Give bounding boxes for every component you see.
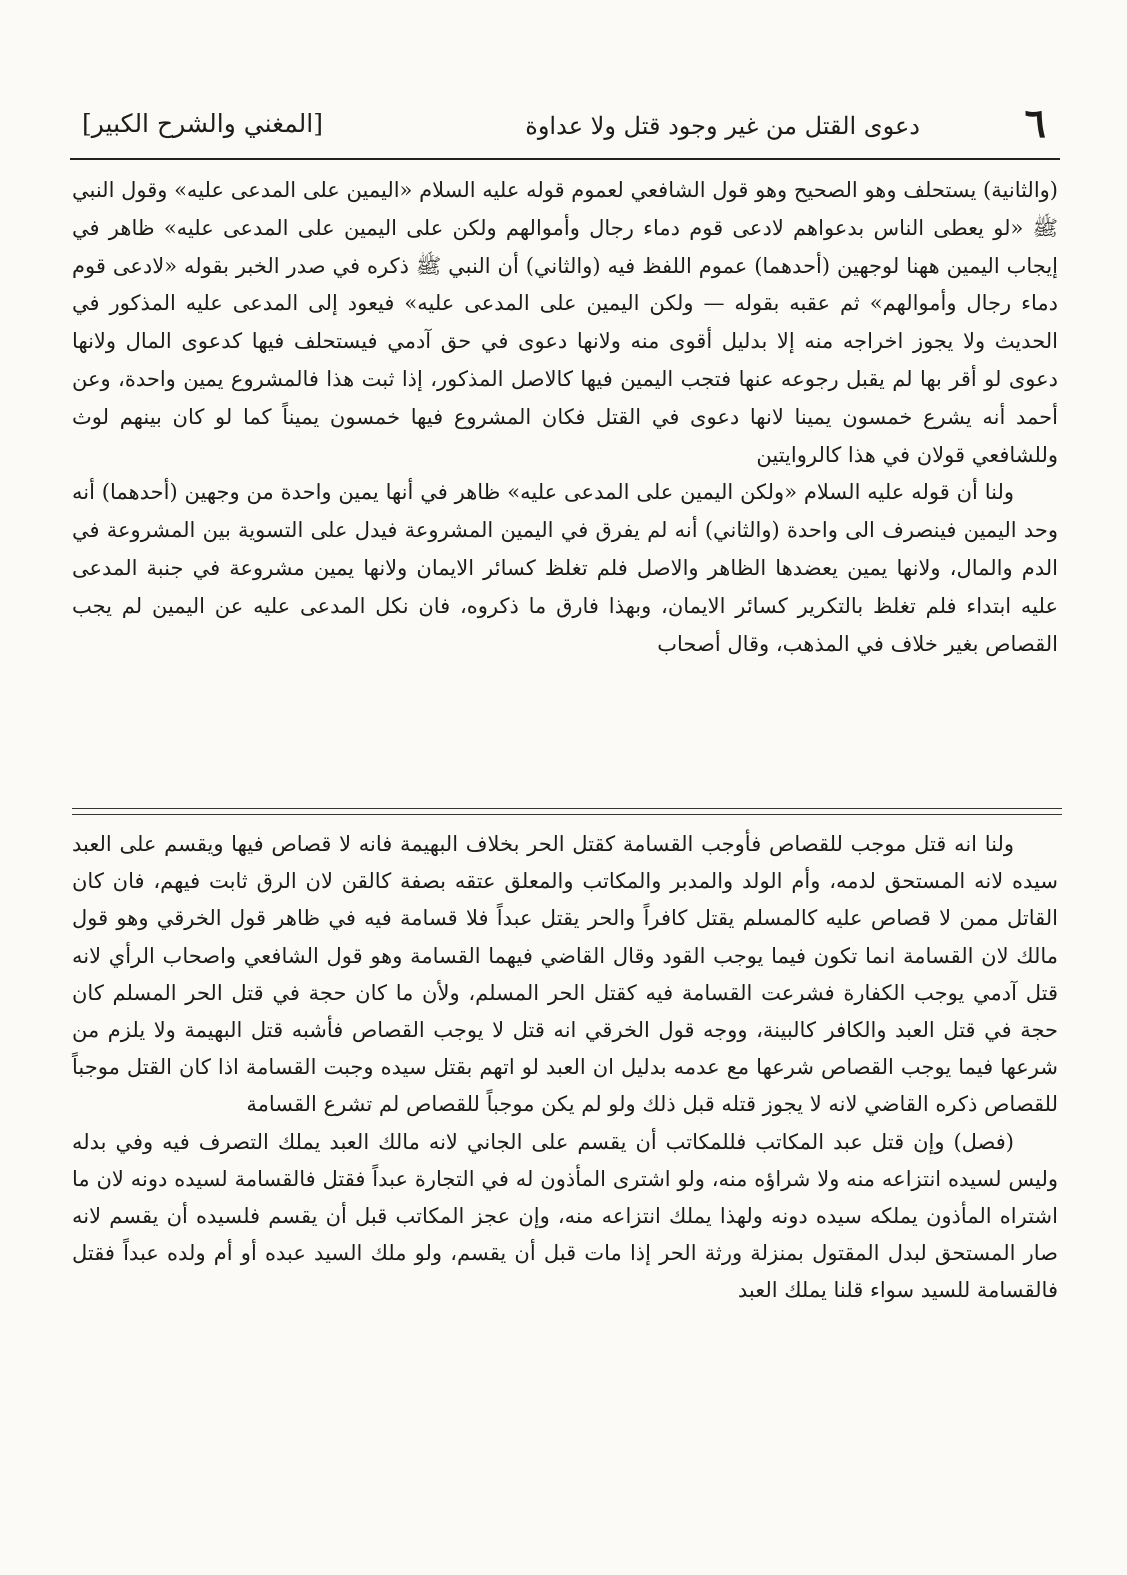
commentary-paragraph: (والثانية) يستحلف وهو الصحيح وهو قول الشافعي لعموم قوله عليه السلام «اليمين على المدعى عليه» وقول النبي ﷺ «لو يعطى الناس بدعواهم لادعى قوم دماء رجال وأموالهم ولكن على اليمين على المدعى عليه» ظاهر في إيجاب اليمين ههنا لوجهين (أحدهما) عموم اللفظ فيه (والثاني) أن النبي ﷺ ذكره في صدر الخبر بقوله «لادعى قوم دماء رجال وأموالهم» ثم عقبه بقوله — ولكن اليمين على المدعى عليه» فيعود إلى المدعى عليه المذكور في الحديث ولا يجوز اخراجه منه إلا بدليل أقوى منه ولانها دعوى في حق آدمي فيستحلف فيها كدعوى المال ولانها دعوى لو أقر بها لم يقبل رجوعه عنها فتجب اليمين فيها كالاصل المذكور، إذا ثبت هذا فالمشروع يمين واحدة، وعن أحمد أنه يشرع خمسون يمينا لانها دعوى في القتل فكان المشروع فيها خمسون يميناً كما لو كان بينهم لوث وللشافعي قولان في هذا كالروايتين [72,178,1058,467]
section-separator-line [72,808,1062,809]
main-paragraph: (فصل) وإن قتل عبد المكاتب فللمكاتب أن يقسم على الجاني لانه مالك العبد يملك التصرف فيه وفي بدله وليس لسيده انتزاعه منه ولا شراؤه منه، ولو اشترى المأذون له في التجارة عبداً فقتل فالقسامة لسيده دونه لان ما اشتراه المأذون يملكه سيده دونه ولهذا يملك انتزاعه منه، وإن عجز المكاتب قبل أن يقسم فلسيده أن يقسم لانه صار المستحق لبدل المقتول بمنزلة ورثة الحر إذا مات قبل أن يقسم، ولو ملك السيد عبده أو أم ولده عبداً فقتل فالقسامة للسيد سواء قلنا يملك العبد [72,1129,1058,1303]
page-number: ٦ [1024,100,1046,147]
book-title: [المغني والشرح الكبير] [82,109,323,138]
section-separator-line [72,814,1062,815]
commentary-paragraph: ولنا أن قوله عليه السلام «ولكن اليمين على المدعى عليه» ظاهر في أنها يمين واحدة من وجهين (أحدهما) أنه وحد اليمين فينصرف الى واحدة (والثاني) أنه لم يفرق في اليمين المشروعة فيدل على التسوية بين المشروعة في الدم والمال، ولانها يمين يعضدها الظاهر والاصل فلم تغلظ كسائر الايمان ولانها يمين مشروعة في جنبة المدعى عليه ابتداء فلم تغلظ بالتكرير كسائر الايمان، وبهذا فارق ما ذكروه، فان نكل المدعى عليه عن اليمين لم يجب القصاص بغير خلاف في المذهب، وقال أصحاب [72,480,1058,656]
main-text-block [72,826,1058,1310]
main-paragraph: ولنا انه قتل موجب للقصاص فأوجب القسامة كقتل الحر بخلاف البهيمة فانه لا قصاص فيها ويقسم على العبد سيده لانه المستحق لدمه، وأم الولد والمدبر والمكاتب والمعلق عتقه بصفة كالقن لان الرق ثابت فيهم، فان كان القاتل ممن لا قصاص عليه كالمسلم يقتل كافراً والحر يقتل عبداً فلا قسامة فيه في ظاهر قول الخرقي وهو قول مالك لان القسامة انما تكون فيما يوجب القود وقال القاضي فيهما القسامة وهو قول الشافعي واصحاب الرأي لانه قتل آدمي يوجب الكفارة فشرعت القسامة فيه كقتل الحر المسلم، ولأن ما كان حجة في قتل الحر المسلم كان حجة في قتل العبد والكافر كالبينة، ووجه قول الخرقي انه قتل لا يوجب القصاص فأشبه قتل البهيمة ولا يلزم من شرعها فيما يوجب القصاص شرعها مع عدمه بدليل ان العبد لو اتهم بقتل سيده وجبت القسامة اذا كان القتل موجباً للقصاص ذكره القاضي لانه لا يجوز قتله قبل ذلك ولو لم يكن موجباً للقصاص لم تشرع القسامة [72,832,1058,1117]
commentary-text-block [72,172,1058,663]
header-rule [70,158,1060,160]
running-title: دعوى القتل من غير وجود قتل ولا عداوة [525,112,920,140]
page-header [70,96,1060,166]
